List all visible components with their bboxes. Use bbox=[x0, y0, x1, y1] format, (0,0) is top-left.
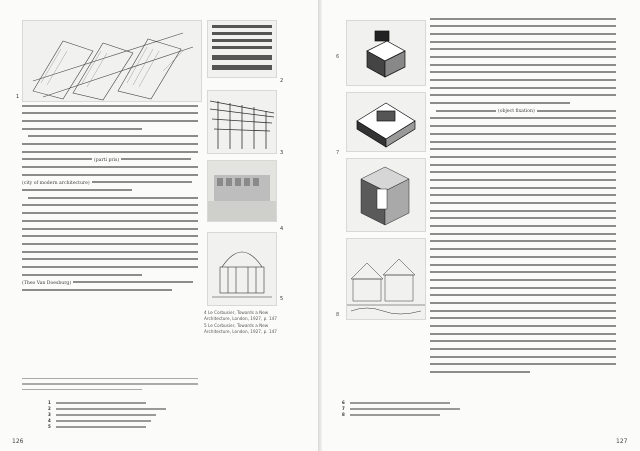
text-line bbox=[430, 162, 616, 170]
text-line bbox=[430, 16, 616, 24]
footnote-line bbox=[22, 387, 198, 393]
village-sketch bbox=[347, 239, 425, 319]
text-line bbox=[430, 362, 616, 370]
text-line bbox=[430, 193, 616, 201]
figure-7-axonometric-exploded bbox=[346, 92, 426, 152]
footnote-left bbox=[22, 378, 198, 392]
text-line bbox=[22, 118, 198, 126]
text-line bbox=[430, 62, 616, 70]
text-line bbox=[22, 149, 198, 157]
caption-fig5: 5 Le Corbusier, Towards a New Architecture, London, 1927, p. 147 bbox=[204, 323, 277, 334]
text-line bbox=[22, 288, 198, 296]
text-line bbox=[22, 165, 198, 173]
text-line bbox=[430, 139, 616, 147]
text-line bbox=[430, 216, 616, 224]
axonometric-house-drawing bbox=[347, 21, 425, 85]
text-line bbox=[22, 280, 198, 288]
text-line bbox=[430, 270, 616, 278]
body-text-right bbox=[430, 16, 616, 377]
text-line bbox=[430, 147, 616, 155]
text-line bbox=[22, 195, 198, 203]
figure-8-axonometric-tower bbox=[346, 158, 426, 232]
text-line bbox=[430, 154, 616, 162]
legend-item-1: 1 bbox=[48, 400, 298, 406]
figure-number-7: 7 bbox=[336, 150, 340, 156]
text-line bbox=[430, 31, 616, 39]
facade-drawing bbox=[208, 21, 276, 77]
left-page bbox=[0, 0, 319, 451]
text-line bbox=[430, 324, 616, 332]
figure-3-perspective-drawing bbox=[207, 90, 277, 154]
text-line bbox=[430, 116, 616, 124]
text-line bbox=[430, 300, 616, 308]
figure-number-5: 5 bbox=[280, 296, 284, 302]
text-line bbox=[22, 211, 198, 219]
text-line bbox=[22, 226, 198, 234]
text-line bbox=[430, 201, 616, 209]
figure-number-2: 2 bbox=[280, 78, 284, 84]
text-line bbox=[22, 134, 198, 142]
text-line bbox=[430, 231, 616, 239]
caption-fig4: 4 Le Corbusier, Towards a New Architecture, London, 1927, p. 147 bbox=[204, 310, 277, 321]
text-line bbox=[430, 316, 616, 324]
figure-number-1: 1 bbox=[16, 94, 20, 100]
text-line bbox=[430, 85, 616, 93]
text-line bbox=[430, 262, 616, 270]
text-line bbox=[430, 239, 616, 247]
text-line bbox=[430, 78, 616, 86]
text-line bbox=[430, 339, 616, 347]
figure-number-3: 3 bbox=[280, 150, 284, 156]
text-line bbox=[22, 172, 198, 180]
text-line bbox=[430, 354, 616, 362]
text-line bbox=[22, 141, 198, 149]
perspective-drawing bbox=[208, 91, 276, 153]
figure-1-aerial-city-perspective bbox=[22, 20, 202, 102]
text-line bbox=[22, 111, 198, 119]
building-photo bbox=[208, 161, 276, 221]
aerial-city-drawing bbox=[23, 21, 201, 101]
text-line bbox=[430, 308, 616, 316]
figure-2-facade-elevation bbox=[207, 20, 277, 78]
legend-item-4: 4 bbox=[48, 418, 298, 424]
text-line bbox=[430, 177, 616, 185]
right-page bbox=[322, 0, 640, 451]
figure-number-4: 4 bbox=[280, 226, 284, 232]
text-line bbox=[430, 108, 616, 116]
text-line bbox=[430, 131, 616, 139]
text-line bbox=[22, 272, 198, 280]
text-line bbox=[22, 103, 198, 111]
text-line bbox=[430, 170, 616, 178]
text-line bbox=[430, 224, 616, 232]
text-line bbox=[430, 47, 616, 55]
text-line bbox=[430, 185, 616, 193]
text-line bbox=[430, 293, 616, 301]
text-line bbox=[22, 241, 198, 249]
text-line bbox=[430, 101, 616, 109]
figure-number-6: 6 bbox=[336, 54, 340, 60]
text-line bbox=[430, 93, 616, 101]
domed-building-sketch bbox=[208, 233, 276, 305]
text-line bbox=[22, 180, 198, 188]
text-line bbox=[22, 218, 198, 226]
text-line bbox=[430, 24, 616, 32]
figure-6-axonometric-house bbox=[346, 20, 426, 86]
legend-item-7: 7 bbox=[342, 406, 562, 412]
text-line bbox=[22, 126, 198, 134]
term-object-fixation: (object fixation) bbox=[498, 109, 535, 115]
text-line bbox=[22, 188, 198, 196]
page-number-left: 126 bbox=[12, 438, 24, 445]
text-line bbox=[430, 247, 616, 255]
figure-4-building-photo bbox=[207, 160, 277, 222]
figure-caption bbox=[204, 310, 284, 334]
figure-number-8: 8 bbox=[336, 312, 340, 318]
axonometric-tower-drawing bbox=[347, 159, 425, 231]
legend-item-5: 5 bbox=[48, 424, 298, 430]
text-line bbox=[430, 370, 616, 378]
text-line bbox=[430, 254, 616, 262]
text-line bbox=[22, 157, 198, 165]
figure-legend-right bbox=[342, 400, 562, 418]
text-line bbox=[22, 234, 198, 242]
text-line bbox=[22, 257, 198, 265]
text-line bbox=[430, 347, 616, 355]
legend-item-8: 8 bbox=[342, 412, 562, 418]
text-line bbox=[430, 208, 616, 216]
text-line bbox=[430, 285, 616, 293]
legend-item-2: 2 bbox=[48, 406, 298, 412]
text-line bbox=[22, 249, 198, 257]
body-text-left bbox=[22, 103, 198, 295]
legend-item-3: 3 bbox=[48, 412, 298, 418]
term-van-doesburg: (Theo Van Doesburg) bbox=[22, 280, 72, 286]
figure-5-domed-building-sketch bbox=[207, 232, 277, 306]
figure-9-village-sketch bbox=[346, 238, 426, 320]
text-line bbox=[430, 54, 616, 62]
page-number-right: 127 bbox=[616, 438, 628, 445]
term-parti-pris: (parti pris) bbox=[94, 157, 120, 163]
footnote-line bbox=[22, 381, 198, 387]
legend-item-6: 6 bbox=[342, 400, 562, 406]
text-line bbox=[22, 264, 198, 272]
term-city-modern: (city of modern architecture) bbox=[22, 180, 90, 186]
text-line bbox=[430, 124, 616, 132]
figure-legend-left bbox=[48, 400, 298, 430]
text-line bbox=[430, 331, 616, 339]
text-line bbox=[22, 203, 198, 211]
axonometric-exploded-drawing bbox=[347, 93, 425, 151]
text-line bbox=[430, 70, 616, 78]
text-line bbox=[430, 277, 616, 285]
text-line bbox=[430, 39, 616, 47]
